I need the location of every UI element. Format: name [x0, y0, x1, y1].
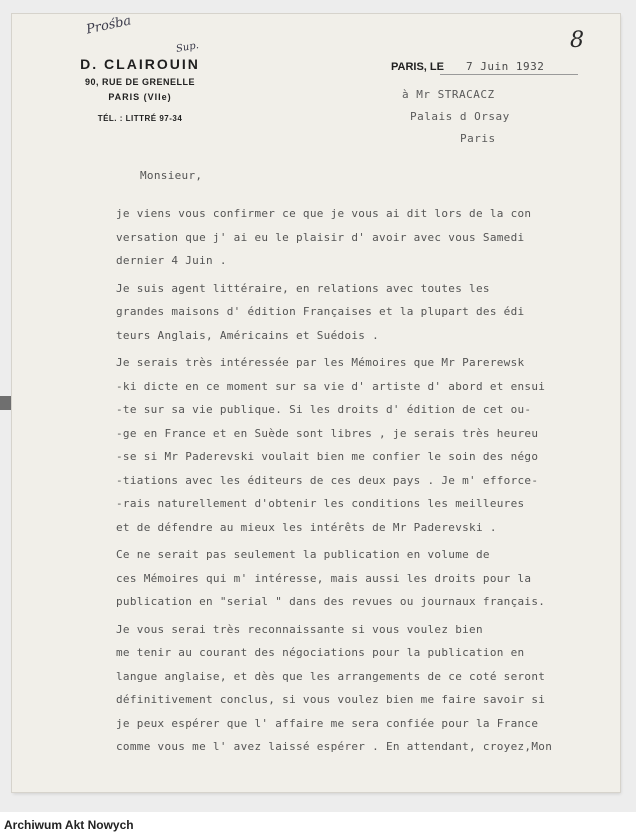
text-line: Je vous serai très reconnaissante si vous voulez bien — [116, 622, 483, 636]
letter-date: 7 Juin 1932 — [465, 60, 545, 73]
text-line: définitivement conclus, si vous voulez bien me faire savoir si — [116, 693, 546, 706]
sender-phone: TÉL. : LITTRÉ 97-34 — [97, 114, 183, 123]
text-line: -ki dicte en ce moment sur sa vie d' artiste d' abord et ensui — [116, 379, 546, 393]
text-line: me tenir au courant des négociations pour la publication en — [116, 646, 525, 659]
text-line: ces Mémoires qui m' intéresse, mais aussi les droits pour la — [116, 571, 532, 585]
page-number: 8 — [570, 28, 584, 53]
letter-body — [116, 164, 586, 763]
text-line: teurs Anglais, Américains et Suédois . — [116, 328, 380, 342]
sender-city: PARIS (VIIe) — [108, 92, 172, 102]
text-line: -se si Mr Paderevski voulait bien me confier le soin des négo — [116, 450, 539, 463]
text-line: versation que j' ai eu le plaisir d' avoir avec vous Samedi — [116, 230, 525, 244]
text-line: Je suis agent littéraire, en relations avec toutes les — [116, 281, 490, 295]
handwritten-annotation-small: Sup. — [175, 40, 200, 55]
recipient-line: Palais d Orsay — [410, 110, 510, 123]
recipient-line: à Mr STRACACZ — [402, 88, 495, 101]
text-line: Ce ne serait pas seulement la publication en volume de — [116, 548, 490, 561]
scanner-edge-mark — [0, 396, 12, 410]
letterhead — [60, 56, 220, 123]
text-line: -te sur sa vie publique. Si les droits d' édition de cet ou- — [116, 403, 532, 416]
text-line: je peux espérer que l' affaire me sera confiée pour la France — [116, 716, 539, 730]
dateline-place: PARIS, LE — [391, 61, 444, 73]
archive-label: Archiwum Akt Nowych — [4, 818, 134, 832]
text-line: grandes maisons d' édition Françaises et la plupart des édi — [116, 305, 525, 318]
recipient-line: Paris — [460, 132, 496, 145]
text-line: je viens vous confirmer ce que je vous ai dit lors de la con — [116, 207, 532, 220]
text-line: Je serais très intéressée par les Mémoires que Mr Parerewsk — [116, 356, 525, 369]
salutation: Monsieur, — [140, 169, 203, 182]
text-line: dernier 4 Juin . — [116, 254, 227, 267]
text-line: -rais naturellement d'obtenir les conditions les meilleures — [116, 497, 525, 510]
sender-address: 90, RUE DE GRENELLE — [84, 77, 196, 87]
text-line: -ge en France et en Suède sont libres , je serais très heureu — [116, 426, 539, 440]
text-line: comme vous me l' avez laissé espérer . En attendant, croyez,Mon — [116, 740, 553, 753]
dateline — [391, 60, 581, 73]
sender-name: D. CLAIROUIN — [80, 56, 200, 72]
recipient-block — [402, 84, 592, 150]
text-line: -tiations avec les éditeurs de ces deux pays . Je m' efforce- — [116, 473, 539, 487]
date-underline — [440, 74, 578, 75]
text-line: et de défendre au mieux les intérêts de Mr Paderevski . — [116, 520, 497, 534]
text-line: langue anglaise, et dès que les arrangements de ce coté seront — [116, 669, 546, 683]
handwritten-annotation: Prośba — [84, 13, 133, 38]
text-line: publication en "serial " dans des revues ou journaux français. — [116, 595, 546, 608]
